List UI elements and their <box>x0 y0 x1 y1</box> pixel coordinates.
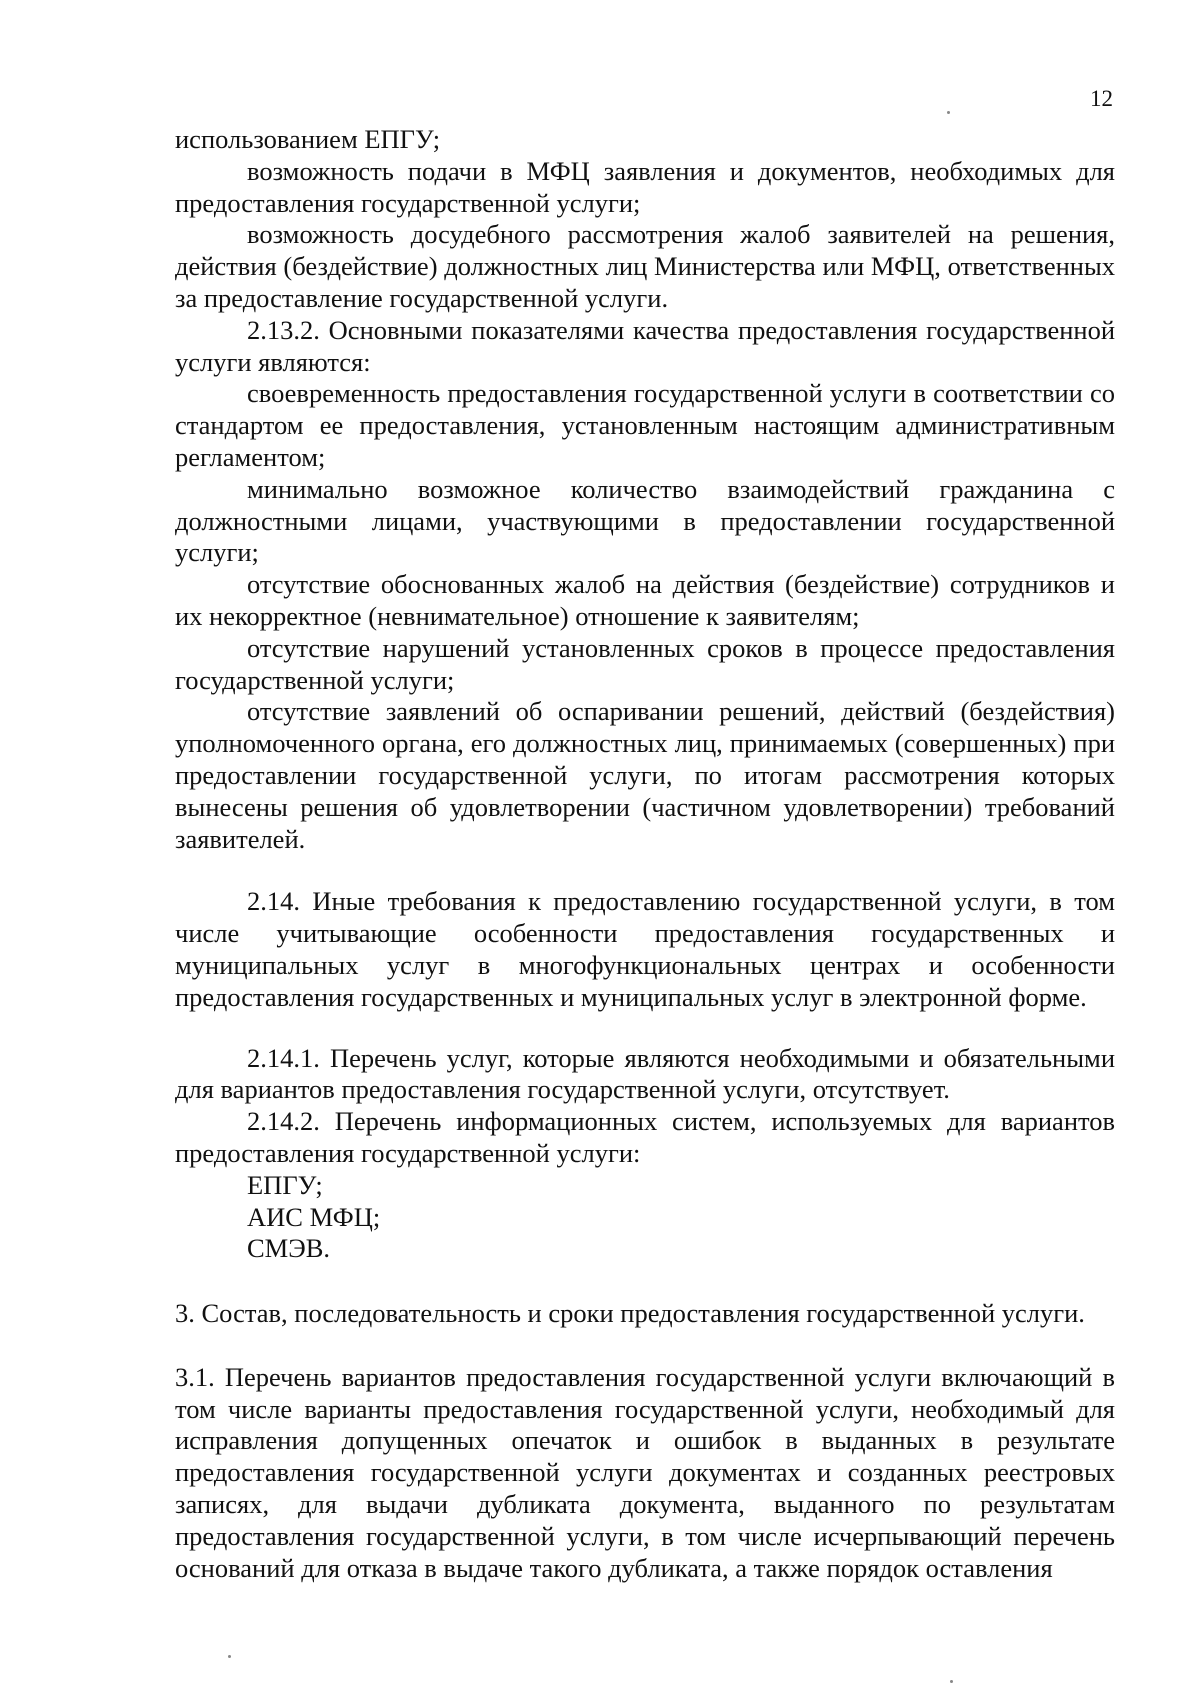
paragraph: 2.14.2. Перечень информационных систем, используемых для вариантов предоставления государственной услуги: <box>175 1106 1115 1168</box>
paragraph: отсутствие нарушений установленных сроков в процессе предоставления государственной услуги; <box>175 632 1115 695</box>
paragraph: использованием ЕПГУ; <box>175 124 441 154</box>
scan-speck <box>947 111 950 114</box>
paragraph: 2.14.1. Перечень услуг, которые являются необходимыми и обязательными для вариантов предоставления государственной услуги, отсутствует. <box>175 1042 1115 1105</box>
section-title: 3. Состав, последовательность и сроки предоставления государственной услуги. <box>175 1298 1085 1329</box>
paragraph: 3.1. Перечень вариантов предоставления государственной услуги включающий в том числе варианты предоставления государственной услуги, необходимый для исправления допущенных опечаток и ошибок в выданных в результате предоставления государственной услуги документах и созданных реестровых записях, для выдачи дубликата документа, выданного по результатам предоставления государственной услуги, в том числе исчерпывающий перечень оснований для отказа в выдаче такого дубликата, а также порядок оставления <box>175 1361 1115 1583</box>
paragraph: 2.13.2. Основными показателями качества предоставления государственной услуги являются: <box>175 314 1115 377</box>
paragraph: отсутствие заявлений об оспаривании решений, действий (бездействия) уполномоченного органа, его должностных лиц, принимаемых (совершенных) при предоставлении государственной услуги, по итогам рассмотрения которых вынесены решения об удовлетворении (частичном удовлетворении) требований заявителей. <box>175 696 1115 854</box>
paragraph: минимально возможное количество взаимодействий гражданина с должностными лицами, участвующими в предоставлении государственной услуги; <box>175 473 1115 568</box>
list-item: ЕПГУ; <box>247 1169 323 1200</box>
list-item: АИС МФЦ; <box>247 1201 381 1232</box>
paragraph: 2.14. Иные требования к предоставлению государственной услуги, в том числе учитывающие особенности предоставления государственных и муниципальных услуг в многофункциональных центрах и особенности предоставления государственных и муниципальных услуг в электронной форме. <box>175 886 1115 1012</box>
paragraph: своевременность предоставления государственной услуги в соответствии со стандартом ее предоставления, установленным настоящим административным регламентом; <box>175 378 1115 472</box>
scan-speck <box>228 1655 231 1658</box>
scan-speck <box>950 1680 953 1683</box>
paragraph: возможность досудебного рассмотрения жалоб заявителей на решения, действия (бездействие) должностных лиц Министерства или МФЦ, ответственных за предоставление государственной услуги. <box>175 219 1115 313</box>
page-number: 12 <box>1090 86 1113 111</box>
list-item: СМЭВ. <box>247 1233 331 1264</box>
paragraph: возможность подачи в МФЦ заявления и документов, необходимых для предоставления государственной услуги; <box>175 155 1115 218</box>
document-body <box>175 124 1115 1584</box>
paragraph: отсутствие обоснованных жалоб на действия (бездействие) сотрудников и их некорректное (невнимательное) отношение к заявителям; <box>175 569 1115 631</box>
